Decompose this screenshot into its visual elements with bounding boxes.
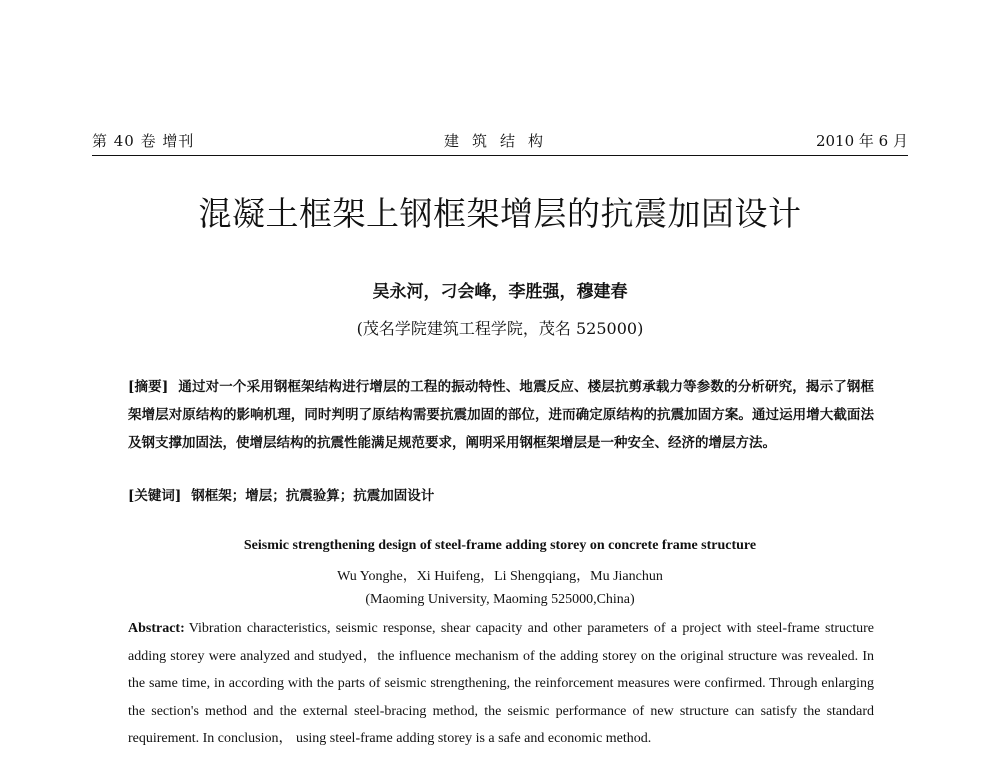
abstract-cn: [128, 373, 874, 457]
keywords-cn-text: 钢框架；增层；抗震验算；抗震加固设计: [191, 488, 435, 504]
abstract-cn-text: 通过对一个采用钢框架结构进行增层的工程的振动特性、地震反应、楼层抗剪承载力等参数的分析研究，揭示了钢框架增层对原结构的影响机理，同时判明了原结构需要抗震加固的部位，进而确定原结构的抗震加固方案。通过运用增大截面法及钢支撑加固法，使增层结构的抗震性能满足规范要求，阐明采用钢框架增层是一种安全、经济的增层方法。: [128, 379, 875, 451]
volume-label: 第 40 卷 增刊: [92, 132, 195, 150]
issue-date: 2010 年 6 月: [815, 132, 908, 150]
header-rule: [92, 155, 908, 156]
paper-title-cn: 混凝土框架上钢框架增层的抗震加固设计: [198, 194, 802, 233]
authors-en: Wu Yonghe，Xi Huifeng，Li Shengqiang，Mu Jianchun: [337, 569, 663, 584]
keywords-cn-label: [关键词]: [128, 488, 182, 504]
authors-cn: 吴永河，刁会峰，李胜强，穆建春: [372, 282, 628, 302]
abstract-en-label: Abstract:: [128, 621, 185, 636]
abstract-en: [128, 615, 874, 760]
journal-name: 建筑结构: [443, 132, 556, 150]
affiliation-cn: (茂名学院建筑工程学院，茂名 525000): [356, 319, 644, 338]
running-header: [92, 127, 908, 153]
paper-title-en: Seismic strengthening design of steel-frame adding storey on concrete frame structure: [243, 538, 757, 553]
abstract-cn-label: [摘要]: [128, 379, 169, 395]
abstract-en-text: Vibration characteristics, seismic response, shear capacity and other parameters of a project with steel-frame structure adding storey were analyzed and studyed，the influence mechanism of the adding storey on the original structure was revealed. In the same time, in according with the parts of seismic strengthening, the reinforcement measures were confirmed. Through enlarging the section's method and the external steel-bracing method, the seismic performance of new structure can satisfy the standard requirement. In conclusion， using steel-frame adding storey is a safe and economic method.: [128, 621, 874, 746]
keywords-cn: [128, 486, 874, 506]
affiliation-en: (Maoming University, Maoming 525000,China): [365, 592, 635, 607]
